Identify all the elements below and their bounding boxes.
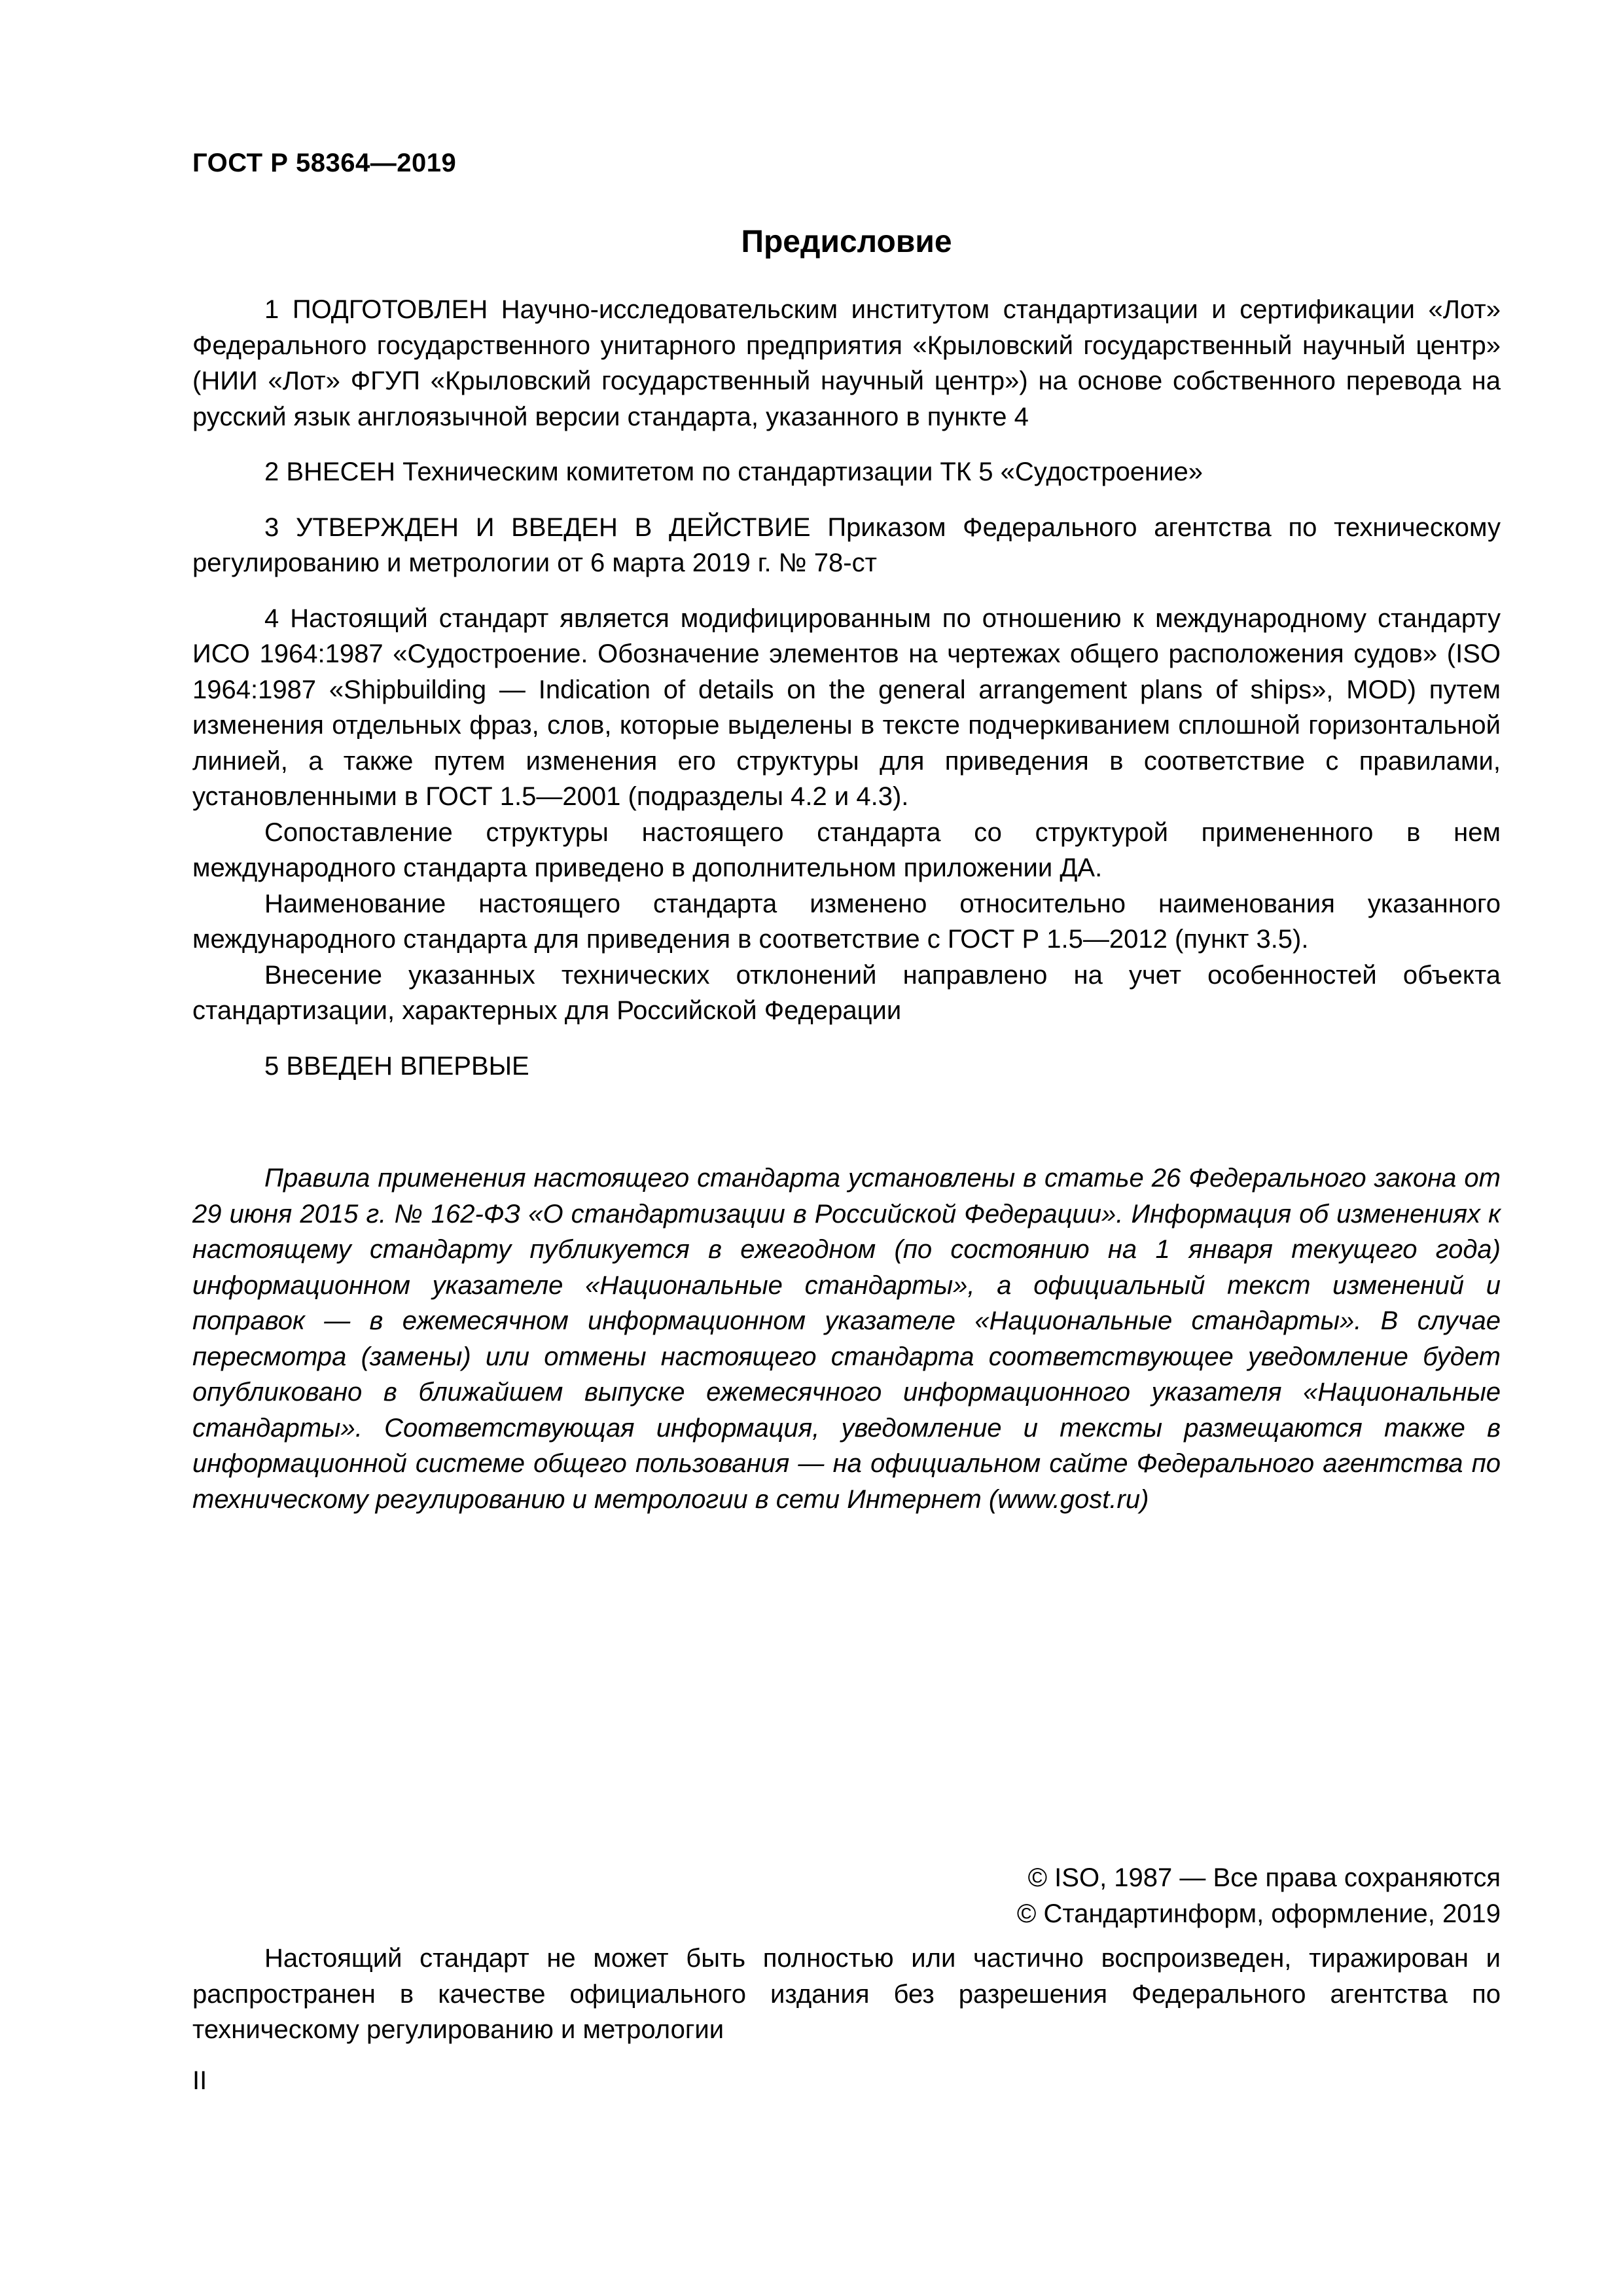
rules-note-text: Правила применения настоящего стандарта установлены в статье 26 Федерального закона от 29 июня 2015 г. № 162-ФЗ «О стандартизации в Российской Федерации». Информация об изменениях к настоящему стандарту публикуется в ежегодном (по состоянию на 1 января текущего года) информационном указателе «Национальные стандарты», а официальный текст изменений и поправок — в ежемесячном информационном указателе «Национальные стандарты». В случае пересмотра (замены) или отмены настоящего стандарта соответствующее уведомление будет опубликовано в ближайшем выпуске ежемесячного информационного указателя «Национальные стандарты». Соответствующая информация, уведомление и тексты размещаются также в информационной системе общего пользования — на официальном сайте Федерального агентства по техническому регулированию и метрологии в сети Интернет (www.gost.ru) (192, 1164, 1501, 1514)
copyright-iso: © ISO, 1987 — Все права сохраняются (1027, 1863, 1501, 1892)
item-4-paragraph: Наименование настоящего стандарта изменено относительно наименования указанного международного стандарта для приведения в соответствие с ГОСТ Р 1.5—2012 (пункт 3.5). (192, 889, 1501, 954)
document-code: ГОСТ Р 58364—2019 (192, 149, 457, 177)
item-5: 5 ВВЕДЕН ВПЕРВЫЕ (264, 1051, 529, 1081)
item-4-paragraph: Сопоставление структуры настоящего стандарта со структурой примененного в нем международного стандарта приведено в дополнительном приложении ДА. (192, 817, 1501, 882)
item-1: 1 ПОДГОТОВЛЕН Научно-исследовательским институтом стандартизации и сертификации «Лот» Федерального государственного унитарного предприятия «Крыловский государственный научный центр» (НИИ «Лот» ФГУП «Крыловский государственный научный центр») на основе собственного перевода на русский язык англоязычной версии стандарта, указанного в пункте 4 (192, 295, 1501, 431)
item-3: 3 УТВЕРЖДЕН И ВВЕДЕН В ДЕЙСТВИЕ Приказом Федерального агентства по техническому регулированию и метрологии от 6 марта 2019 г. № 78-ст (192, 512, 1501, 577)
item-2: 2 ВНЕСЕН Техническим комитетом по стандартизации ТК 5 «Судостроение» (264, 457, 1203, 486)
item-4-paragraph: Внесение указанных технических отклонений направлено на учет особенностей объекта стандартизации, характерных для Российской Федерации (192, 960, 1501, 1025)
page-title: Предисловие (741, 224, 952, 259)
reproduction-notice-text: Настоящий стандарт не может быть полностью или частично воспроизведен, тиражирован и распространен в качестве официального издания без разрешения Федерального агентства по техническому регулированию и метрологии (192, 1944, 1501, 2044)
item-4: 4 Настоящий стандарт является модифицированным по отношению к международному стандарту ИСО 1964:1987 «Судостроение. Обозначение элементов на чертежах общего расположения судов» (ISO 1964:1987 «Shipbuilding — Indication of details on the general arrangement plans of ships», MOD) путем изменения отдельных фраз, слов, которые выделены в тексте подчеркиванием сплошной горизонтальной линией, а также путем изменения его структуры для приведения в соответствие с правилами, установленными в ГОСТ 1.5—2001 (подразделы 4.2 и 4.3). (192, 603, 1501, 811)
page-number: II (192, 2066, 207, 2095)
foreword-body (192, 292, 1501, 1084)
copyright-block (1017, 1860, 1501, 1931)
reproduction-notice (192, 1941, 1501, 2048)
rules-note (192, 1160, 1501, 1517)
copyright-publisher: © Стандартинформ, оформление, 2019 (1016, 1899, 1501, 1928)
